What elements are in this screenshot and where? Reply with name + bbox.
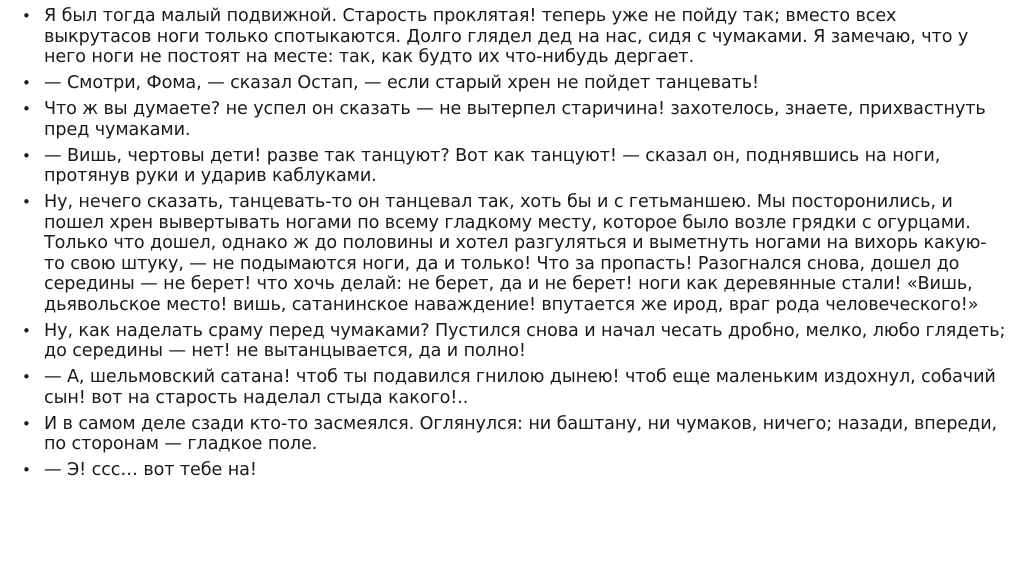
bullet-dot: • [22, 414, 31, 433]
bullet-item [14, 367, 1006, 408]
bullet-dot: • [22, 7, 31, 25]
bullet-item [14, 73, 1006, 94]
bullet-item [14, 146, 1006, 187]
bullet-item [14, 99, 1006, 140]
paragraph-text: И в самом деле сзади кто-то засмеялся. Оглянулся: ни баштану, ни чумаков, ничего; назади, впереди, по сторонам — гладкое поле. [44, 413, 998, 454]
bullet-dot: • [22, 321, 31, 340]
paragraph-text: — А, шельмовский сатана! чтоб ты подавился гнилою дынею! чтоб еще маленьким издохнул, собачий сын! вот на старость наделал стыда какого!.. [44, 367, 996, 408]
paragraph-text: — Э! ссс… вот тебе на! [44, 460, 257, 480]
bullet-item [14, 6, 1006, 68]
bullet-dot: • [22, 461, 31, 479]
paragraph-text: Что ж вы думаете? не успел он сказать — не вытерпел старичина! захотелось, знаете, прихвастнуть пред чумаками. [44, 99, 986, 140]
paragraph-text: Я был тогда малый подвижной. Старость проклятая! теперь уже не пойду так; вместо всех выкрутасов ноги только спотыкаются. Долго глядел дед на нас, сидя с чумаками. Я замечаю, что у него ноги не постоят на месте: так, как будто их что-нибудь дергает. [44, 6, 969, 67]
bullet-dot: • [22, 74, 31, 92]
bullet-dot: • [22, 100, 31, 118]
bullet-dot: • [22, 193, 31, 211]
bullet-item [14, 192, 1006, 315]
bullet-dot: • [22, 368, 31, 386]
paragraph-text: — Вишь, чертовы дети! разве так танцуют? Вот как танцуют! — сказал он, поднявшись на ноги, протянув руки и ударив каблуками. [44, 145, 941, 186]
bullet-item [14, 321, 1006, 362]
paragraph-text: Ну, как наделать сраму перед чумаками? Пустился снова и начал чесать дробно, мелко, любо глядеть; до середины — нет! не вытанцывается, да и полно! [44, 320, 1006, 361]
bullet-dot: • [22, 146, 31, 165]
paragraph-text: Ну, нечего сказать, танцевать-то он танцевал так, хоть бы и с гетьманшею. Мы посторонились, и пошел хрен вывертывать ногами по всему гладкому месту, которое было возле грядки с огурцами. Только что дошел, однако ж до половины и хотел разгуляться и выметнуть ногами на вихорь какую-то свою штуку, — не подымаются ноги, да и только! Что за пропасть! Разогнался снова, дошел до середины — не берет! что хочь делай: не берет, да и не берет! ноги как деревянные стали! «Вишь, дьявольское место! вишь, сатанинское наваждение! впутается же ирод, враг рода человеческого!» [44, 192, 987, 315]
bullet-item [14, 414, 1006, 455]
bullet-list [14, 6, 1006, 481]
paragraph-text: — Смотри, Фома, — сказал Остап, — если старый хрен не пойдет танцевать! [44, 73, 759, 93]
bullet-item [14, 460, 1006, 481]
